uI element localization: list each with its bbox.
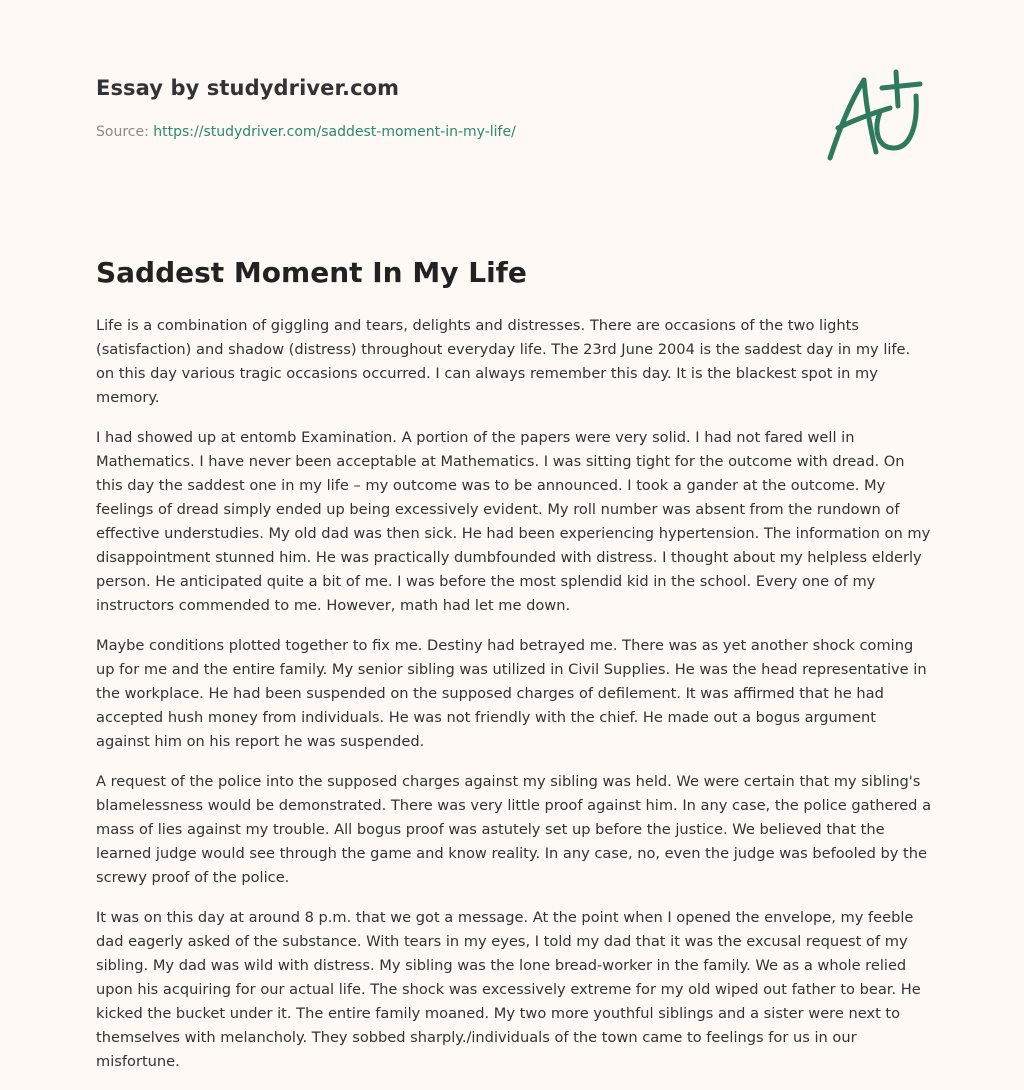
essay-paragraph: It was on this day at around 8 p.m. that we got a message. At the point when I opened the envelope, my feeble dad eagerly asked of the substance. With tears in my eyes, I told my dad that it was the excusal request of my sibling. My dad was wild with distress. My sibling was the lone bread-worker in the family. We as a whole relied upon his acquiring for our actual life. The shock was excessively extreme for my old wiped out father to bear. He kicked the bucket under it. The entire family moaned. My two more youthful siblings and a sister were next to themselves with melancholy. They sobbed sharply./individuals of the town came to feelings for us in our misfortune. [96,909,921,1070]
essay-paragraph: Maybe conditions plotted together to fix me. Destiny had betrayed me. There was as yet another shock coming up for me and the entire family. My senior sibling was utilized in Civil Supplies. He was the head representative in the workplace. He had been suspended on the supposed charges of defilement. It was affirmed that he had accepted hush money from individuals. He was not friendly with the chief. He made out a bogus argument against him on his report he was suspended. [96,637,927,750]
source-link[interactable]: https://studydriver.com/saddest-moment-in-my-life/ [153,124,516,140]
source-label: Source: [96,124,149,140]
essay-title: Saddest Moment In My Life [96,256,527,289]
essay-paragraph: Life is a combination of giggling and tears, delights and distresses. There are occasions of the two lights (satisfaction) and shadow (distress) throughout everyday life. The 23rd June 2004 is the saddest day in my life. on this day various tragic occasions occurred. I can always remember this day. It is the blackest spot in my memory. [96,317,911,406]
essay-paragraph: A request of the police into the supposed charges against my sibling was held. We were certain that my sibling's blamelessness would be demonstrated. There was very little proof against him. In any case, the police gathered a mass of lies against my trouble. All bogus proof was astutely set up before the justice. We believed that the learned judge would see through the game and know reality. In any case, no, even the judge was befooled by the screwy proof of the police. [96,773,932,886]
essay-paragraph: I had showed up at entomb Examination. A portion of the papers were very solid. I had not fared well in Mathematics. I have never been acceptable at Mathematics. I was sitting tight for the outcome with dread. On this day the saddest one in my life – my outcome was to be announced. I took a gander at the outcome. My feelings of dread simply ended up being excessively evident. My roll number was absent from the rundown of effective understudies. My old dad was then sick. He had been experiencing hypertension. The information on my disappointment stunned him. He was practically dumbfounded with distress. I thought about my helpless elderly person. He anticipated quite a bit of me. I was before the most splendid kid in the school. Every one of my instructors commended to me. However, math had let me down. [96,429,931,614]
essay-body [96,314,931,1090]
site-title: Essay by studydriver.com [96,76,400,100]
a-plus-logo-icon [818,66,930,166]
source-line [96,124,516,140]
